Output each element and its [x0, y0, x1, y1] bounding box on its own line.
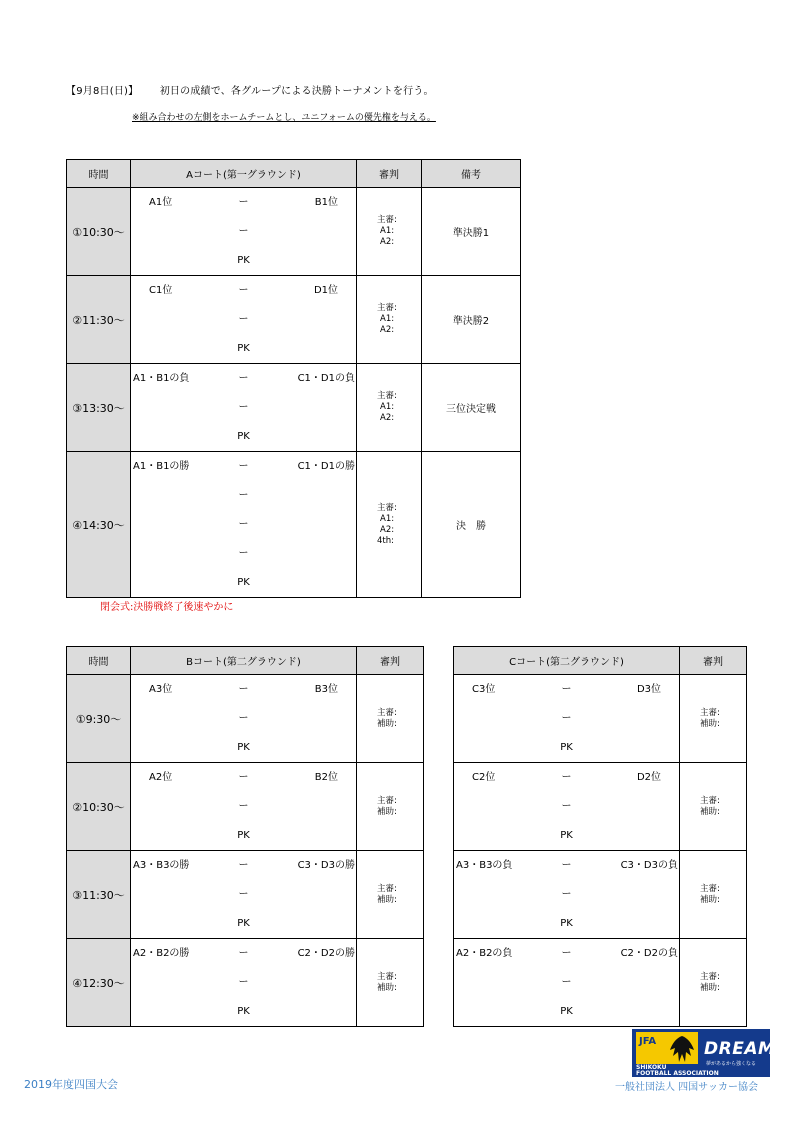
away-team: B3位 — [314, 684, 338, 695]
uniform-note: ※組み合わせの左側をホームチームとし、ユニフォームの優先権を与える。 — [132, 113, 436, 123]
pk-label: PK — [237, 1006, 250, 1017]
ref-main: 主審: — [377, 971, 397, 982]
home-team: A1位 — [149, 197, 173, 208]
away-team: C3・D3の負 — [620, 860, 678, 871]
jfa-text: JFA — [639, 1036, 657, 1047]
vs-dash: ー — [238, 285, 249, 296]
home-team: A1・B1の負 — [133, 373, 190, 384]
match-cell — [454, 851, 680, 939]
score-dash: ー — [238, 801, 249, 812]
ref-a2: A2: — [380, 524, 395, 535]
away-team: D3位 — [636, 684, 661, 695]
ref-main: 主審: — [700, 883, 720, 894]
slogan-text: 夢があるから強くなる — [706, 1061, 757, 1067]
score-dash: ー — [238, 889, 249, 900]
vs-dash: ー — [238, 948, 249, 959]
ref-a1: A1: — [380, 314, 395, 324]
header-date: 【9月8日(日)】 — [66, 86, 139, 97]
match-remark: 準決勝1 — [422, 188, 521, 276]
referee-cell — [680, 851, 747, 939]
match-cell — [131, 188, 357, 276]
ref-a2: A2: — [380, 413, 395, 423]
match-remark: 準決勝2 — [422, 276, 521, 364]
ref-main: 主審: — [377, 883, 397, 894]
away-team: C1・D1の勝 — [297, 461, 355, 472]
score-dash: ー — [561, 713, 572, 724]
football-association-text: FOOTBALL ASSOCIATION — [636, 1070, 719, 1077]
time-header: 時間 — [67, 647, 131, 675]
score-dash: ー — [238, 519, 249, 530]
home-team: A3・B3の負 — [456, 860, 513, 871]
court-b-header: Bコート(第二グラウンド) — [131, 647, 357, 675]
referee-cell — [357, 364, 422, 452]
match-cell — [454, 763, 680, 851]
referee-cell — [680, 939, 747, 1027]
referee-cell — [357, 452, 422, 598]
jfa-dream-logo — [632, 1029, 776, 1077]
score-dash: ー — [561, 801, 572, 812]
match-cell — [131, 452, 357, 598]
crow-icon — [666, 1034, 698, 1064]
court-c-header: Cコート(第二グラウンド) — [454, 647, 680, 675]
match-time: ④12:30〜 — [67, 939, 131, 1027]
home-team: A2位 — [149, 772, 173, 783]
score-dash: ー — [238, 490, 249, 501]
ref-main: 主審: — [700, 707, 720, 718]
shikoku-text: SHIKOKU — [636, 1064, 667, 1071]
ref-main: 主審: — [377, 707, 397, 718]
away-team: C2・D2の勝 — [297, 948, 355, 959]
score-dash: ー — [238, 548, 249, 559]
ref-assist: 補助: — [700, 894, 720, 905]
home-team: C1位 — [149, 285, 173, 296]
match-cell — [131, 364, 357, 452]
score-dash: ー — [238, 977, 249, 988]
page-header — [66, 82, 434, 97]
vs-dash: ー — [561, 684, 572, 695]
ref-main: 主審: — [377, 303, 397, 313]
ref-assist: 補助: — [377, 894, 397, 905]
referee-cell — [357, 675, 424, 763]
referee-cell — [357, 276, 422, 364]
score-dash: ー — [238, 226, 249, 237]
time-header: 時間 — [67, 160, 131, 188]
home-team: A2・B2の勝 — [133, 948, 190, 959]
away-team: B2位 — [314, 772, 338, 783]
home-team: C3位 — [472, 684, 496, 695]
header-description: 初日の成績で、各グループによる決勝トーナメントを行う。 — [159, 86, 434, 97]
ref-4th: 4th: — [377, 535, 394, 546]
ref-assist: 補助: — [700, 718, 720, 729]
association-name: 一般社団法人 四国サッカー協会 — [615, 1082, 758, 1093]
pk-label: PK — [560, 830, 573, 841]
match-time: ③13:30〜 — [67, 364, 131, 452]
away-team: C2・D2の負 — [620, 948, 678, 959]
ref-assist: 補助: — [377, 718, 397, 729]
score-dash: ー — [561, 977, 572, 988]
home-team: A3位 — [149, 684, 173, 695]
ref-main: 主審: — [700, 971, 720, 982]
match-time: ②11:30〜 — [67, 276, 131, 364]
referee-cell — [357, 939, 424, 1027]
match-cell — [454, 939, 680, 1027]
pk-label: PK — [237, 431, 250, 442]
ref-a1: A1: — [380, 226, 395, 236]
pk-label: PK — [237, 830, 250, 841]
vs-dash: ー — [238, 461, 249, 472]
ref-assist: 補助: — [700, 806, 720, 817]
match-cell — [454, 675, 680, 763]
score-dash: ー — [561, 889, 572, 900]
away-team: C1・D1の負 — [297, 373, 355, 384]
ref-main: 主審: — [700, 795, 720, 806]
score-dash: ー — [238, 314, 249, 325]
ref-a1: A1: — [380, 513, 395, 524]
match-time: ③11:30〜 — [67, 851, 131, 939]
score-dash: ー — [238, 713, 249, 724]
away-team: C3・D3の勝 — [297, 860, 355, 871]
court-c-table — [453, 646, 747, 1027]
ref-assist: 補助: — [377, 806, 397, 817]
ref-assist: 補助: — [377, 982, 397, 993]
away-team: B1位 — [314, 197, 338, 208]
tournament-name: 2019年度四国大会 — [24, 1078, 118, 1091]
ref-main: 主審: — [377, 795, 397, 806]
vs-dash: ー — [238, 373, 249, 384]
referee-cell — [357, 763, 424, 851]
court-b-table — [66, 646, 424, 1027]
score-dash: ー — [238, 402, 249, 413]
match-time: ②10:30〜 — [67, 763, 131, 851]
ref-a2: A2: — [380, 325, 395, 335]
home-team: A1・B1の勝 — [133, 461, 190, 472]
ref-a1: A1: — [380, 402, 395, 412]
referee-cell — [357, 188, 422, 276]
vs-dash: ー — [238, 772, 249, 783]
match-time: ①9:30〜 — [67, 675, 131, 763]
match-cell — [131, 939, 357, 1027]
ref-header: 審判 — [357, 160, 422, 188]
pk-label: PK — [560, 1006, 573, 1017]
ref-header: 審判 — [357, 647, 424, 675]
pk-label: PK — [560, 742, 573, 753]
pk-label: PK — [237, 255, 250, 266]
referee-cell — [680, 763, 747, 851]
pk-label: PK — [237, 918, 250, 929]
match-time: ④14:30〜 — [67, 452, 131, 598]
match-cell — [131, 763, 357, 851]
dream-text: DREAM — [704, 1039, 776, 1059]
vs-dash: ー — [561, 860, 572, 871]
home-team: C2位 — [472, 772, 496, 783]
ref-a2: A2: — [380, 237, 395, 247]
pk-label: PK — [560, 918, 573, 929]
pk-label: PK — [237, 343, 250, 354]
ref-main: 主審: — [377, 502, 397, 513]
vs-dash: ー — [561, 772, 572, 783]
vs-dash: ー — [238, 684, 249, 695]
vs-dash: ー — [238, 197, 249, 208]
match-time: ①10:30〜 — [67, 188, 131, 276]
match-cell — [131, 276, 357, 364]
ref-assist: 補助: — [700, 982, 720, 993]
remark-header: 備考 — [422, 160, 521, 188]
court-a-table — [66, 159, 521, 598]
match-remark: 三位決定戦 — [422, 364, 521, 452]
pk-label: PK — [237, 742, 250, 753]
match-remark: 決 勝 — [422, 452, 521, 598]
away-team: D2位 — [636, 772, 661, 783]
vs-dash: ー — [561, 948, 572, 959]
pk-label: PK — [237, 577, 250, 588]
court-a-header: Aコート(第一グラウンド) — [131, 160, 357, 188]
ref-main: 主審: — [377, 391, 397, 401]
vs-dash: ー — [238, 860, 249, 871]
jfa-emblem — [636, 1032, 698, 1064]
match-cell — [131, 851, 357, 939]
ref-header: 審判 — [680, 647, 747, 675]
away-team: D1位 — [313, 285, 338, 296]
home-team: A2・B2の負 — [456, 948, 513, 959]
closing-ceremony-note: 閉会式:決勝戦終了後速やかに — [100, 602, 234, 613]
ref-main: 主審: — [377, 215, 397, 225]
referee-cell — [357, 851, 424, 939]
referee-cell — [680, 675, 747, 763]
home-team: A3・B3の勝 — [133, 860, 190, 871]
match-cell — [131, 675, 357, 763]
